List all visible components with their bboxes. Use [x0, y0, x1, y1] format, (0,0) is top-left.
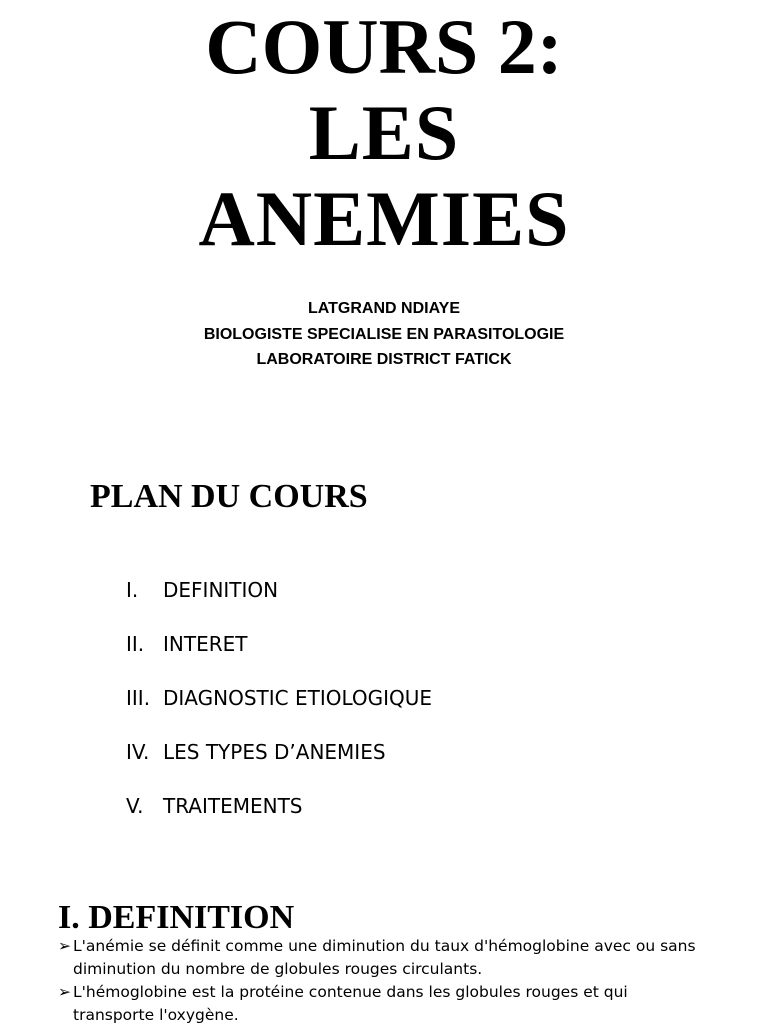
plan-item-number: I.	[126, 578, 139, 602]
arrow-bullet-icon: ➢	[58, 983, 71, 1001]
definition-bullet	[58, 981, 698, 1027]
plan-item-label: TRAITEMENTS	[163, 794, 303, 818]
plan-list	[126, 578, 432, 848]
plan-item-number: II.	[126, 632, 145, 656]
title-line-1: COURS 2:	[205, 3, 563, 90]
plan-item-number: V.	[126, 794, 144, 818]
author-block	[0, 296, 768, 373]
title-line-2: LES	[308, 89, 460, 176]
plan-item	[126, 794, 432, 848]
definition-heading: I. DEFINITION	[58, 899, 295, 936]
title-line-3: ANEMIES	[198, 175, 570, 262]
plan-item-label: DEFINITION	[163, 578, 279, 602]
definition-bullets	[58, 935, 698, 1027]
arrow-bullet-icon: ➢	[58, 937, 71, 955]
author-role: BIOLOGISTE SPECIALISE EN PARASITOLOGIE	[203, 325, 565, 343]
plan-item-number: III.	[126, 686, 151, 710]
author-lab: LABORATOIRE DISTRICT FATICK	[256, 351, 512, 368]
plan-heading: PLAN DU COURS	[90, 478, 368, 515]
plan-item-label: INTERET	[163, 632, 248, 656]
plan-item-label: DIAGNOSTIC ETIOLOGIQUE	[163, 686, 433, 710]
definition-bullet-text: L'anémie se définit comme une diminution du taux d'hémoglobine avec ou sans diminution du nombre de globules rouges circulants.	[73, 937, 696, 978]
plan-item	[126, 632, 432, 686]
plan-item	[126, 686, 432, 740]
author-name: LATGRAND NDIAYE	[307, 300, 460, 317]
plan-item-number: IV.	[126, 740, 150, 764]
plan-item-label: LES TYPES D’ANEMIES	[163, 740, 386, 764]
definition-bullet-text: L'hémoglobine est la protéine contenue dans les globules rouges et qui transporte l'oxygène.	[73, 983, 628, 1024]
plan-item	[126, 578, 432, 632]
plan-item	[126, 740, 432, 794]
definition-bullet	[58, 935, 698, 981]
